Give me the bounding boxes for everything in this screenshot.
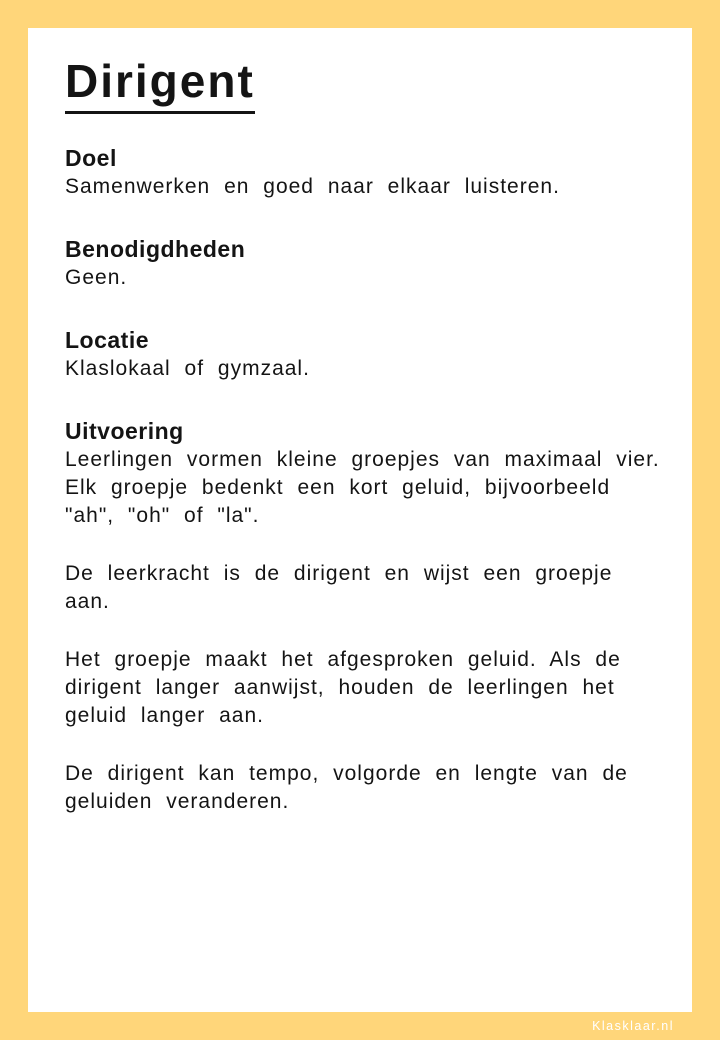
page-title: Dirigent <box>65 58 255 114</box>
section-locatie <box>65 326 666 383</box>
paragraph: Elk groepje bedenkt een kort geluid, bijvoorbeeld "ah", "oh" of "la". <box>65 476 611 527</box>
document-page <box>28 28 692 1012</box>
paragraph: Leerlingen vormen kleine groepjes van maximaal vier. <box>65 448 660 471</box>
section-doel <box>65 144 666 201</box>
paragraph: Geen. <box>65 266 128 289</box>
section-heading-uitvoering: Uitvoering <box>65 418 184 444</box>
paragraph: De dirigent kan tempo, volgorde en lengte van de geluiden veranderen. <box>65 762 628 813</box>
paragraph: Samenwerken en goed naar elkaar luisteren. <box>65 175 560 198</box>
section-heading-locatie: Locatie <box>65 327 150 353</box>
paragraph: De leerkracht is de dirigent en wijst een groepje aan. <box>65 562 613 613</box>
section-heading-benodigdheden: Benodigdheden <box>65 236 246 262</box>
section-benodigdheden <box>65 235 666 292</box>
watermark: Klasklaar.nl <box>592 1019 674 1033</box>
section-heading-doel: Doel <box>65 145 117 171</box>
section-uitvoering <box>65 417 666 816</box>
paragraph: Het groepje maakt het afgesproken geluid. Als de dirigent langer aanwijst, houden de leerlingen het geluid langer aan. <box>65 648 621 727</box>
paragraph: Klaslokaal of gymzaal. <box>65 357 310 380</box>
